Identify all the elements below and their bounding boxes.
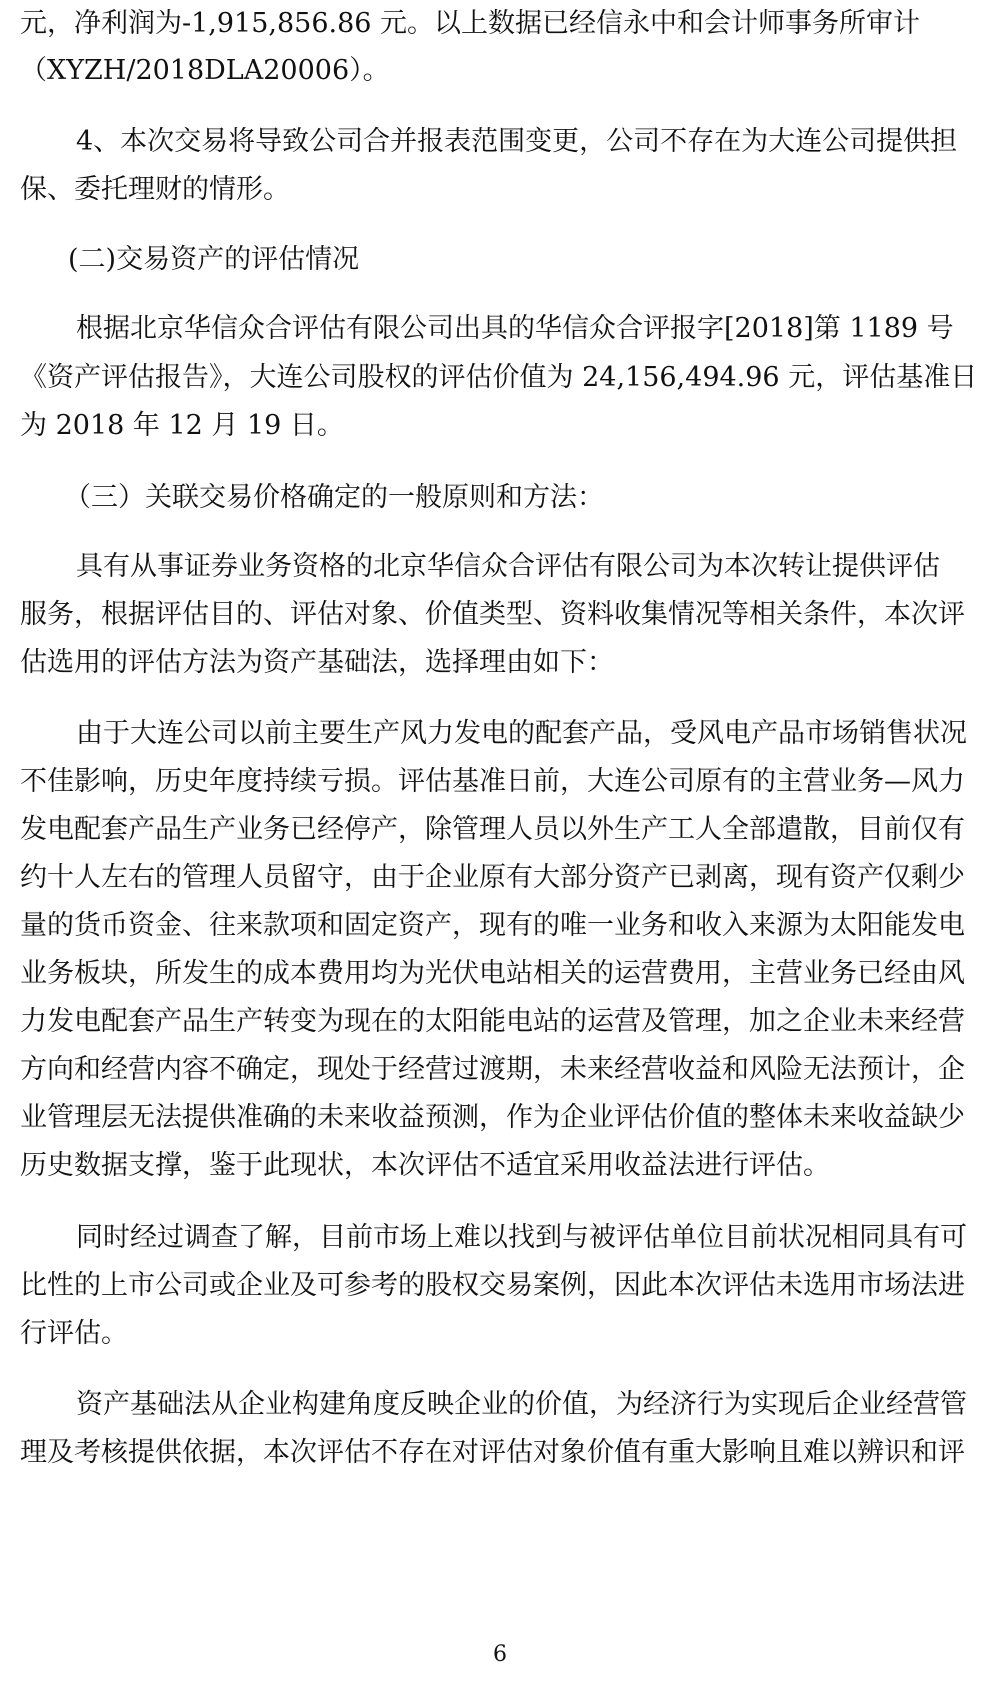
body-text-line: 4、本次交易将导致公司合并报表范围变更，公司不存在为大连公司提供担 [76, 126, 958, 157]
body-text-line: 方向和经营内容不确定，现处于经营过渡期，未来经营收益和风险无法预计，企 [20, 1054, 965, 1085]
body-text-line: 行评估。 [20, 1318, 128, 1349]
body-text-line: 服务，根据评估目的、评估对象、价值类型、资料收集情况等相关条件，本次评 [20, 599, 965, 630]
body-text-line: 估选用的评估方法为资产基础法，选择理由如下： [20, 647, 614, 678]
page-number: 6 [493, 1642, 507, 1667]
body-text-line: 具有从事证券业务资格的北京华信众合评估有限公司为本次转让提供评估 [76, 551, 940, 582]
body-text-line: （XYZH/2018DLA20006）。 [20, 55, 390, 86]
body-text-line: 保、委托理财的情形。 [20, 174, 290, 205]
body-text-line: 约十人左右的管理人员留守，由于企业原有大部分资产已剥离，现有资产仅剩少 [20, 862, 965, 893]
body-text-line: 资产基础法从企业构建角度反映企业的价值，为经济行为实现后企业经营管 [76, 1389, 967, 1420]
body-text-line: 不佳影响，历史年度持续亏损。评估基准日前，大连公司原有的主营业务—风力 [20, 766, 965, 797]
section-heading: （三）关联交易价格确定的一般原则和方法： [64, 482, 604, 513]
body-text-line: 由于大连公司以前主要生产风力发电的配套产品，受风电产品市场销售状况 [76, 718, 967, 749]
body-text-line: 业管理层无法提供准确的未来收益预测，作为企业评估价值的整体未来收益缺少 [20, 1102, 965, 1133]
body-text-line: 根据北京华信众合评估有限公司出具的华信众合评报字[2018]第 1189 号 [76, 313, 954, 344]
body-text-line: 发电配套产品生产业务已经停产，除管理人员以外生产工人全部遣散，目前仅有 [20, 814, 965, 845]
body-text-line: 力发电配套产品生产转变为现在的太阳能电站的运营及管理，加之企业未来经营 [20, 1006, 965, 1037]
body-text-line: 量的货币资金、往来款项和固定资产，现有的唯一业务和收入来源为太阳能发电 [20, 910, 965, 941]
body-text-line: 比性的上市公司或企业及可参考的股权交易案例，因此本次评估未选用市场法进 [20, 1270, 965, 1301]
body-text-line: 业务板块，所发生的成本费用均为光伏电站相关的运营费用，主营业务已经由风 [20, 958, 965, 989]
body-text-line: 元，净利润为-1,915,856.86 元。以上数据已经信永中和会计师事务所审计 [20, 8, 921, 39]
body-text-line: 历史数据支撑，鉴于此现状，本次评估不适宜采用收益法进行评估。 [20, 1150, 830, 1181]
body-text-line: 理及考核提供依据，本次评估不存在对评估对象价值有重大影响且难以辨识和评 [20, 1437, 965, 1468]
body-text-line: 同时经过调查了解，目前市场上难以找到与被评估单位目前状况相同具有可 [76, 1222, 967, 1253]
section-heading: (二)交易资产的评估情况 [68, 244, 360, 275]
body-text-line: 《资产评估报告》，大连公司股权的评估价值为 24,156,494.96 元，评估基准日 [20, 362, 978, 393]
body-text-line: 为 2018 年 12 月 19 日。 [20, 410, 344, 441]
